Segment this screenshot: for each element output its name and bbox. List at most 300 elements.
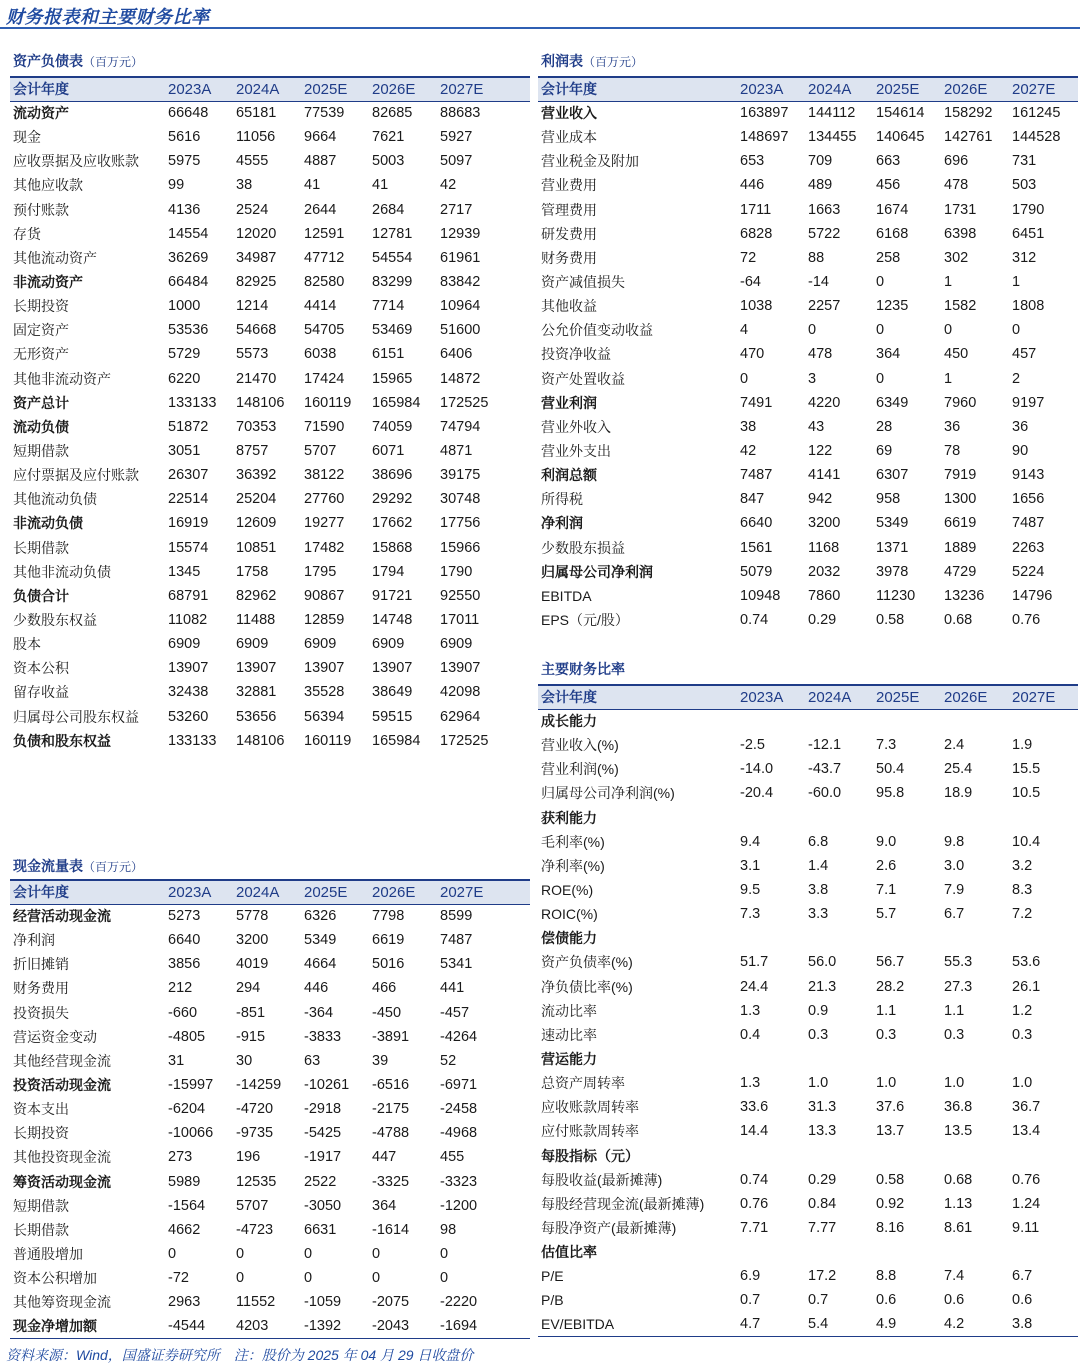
value-cell: 3.8 [808, 882, 829, 899]
value-cell: 165984 [372, 732, 421, 749]
value-cell: -1614 [372, 1221, 410, 1238]
value-cell: 9.11 [1012, 1220, 1040, 1237]
value-cell: 2524 [236, 201, 269, 218]
row-label: 营运能力 [541, 1051, 597, 1068]
table-row [538, 415, 1078, 439]
table-row [10, 952, 530, 976]
table-row [10, 584, 530, 608]
table-row [10, 1170, 530, 1194]
value-cell: 696 [944, 153, 969, 170]
value-cell: 50.4 [876, 761, 905, 778]
value-cell: 0 [808, 322, 817, 339]
table-row [10, 705, 530, 729]
value-cell: 13.5 [944, 1123, 973, 1140]
value-cell: -5425 [304, 1125, 342, 1142]
value-cell: 1.0 [944, 1075, 965, 1092]
value-cell: 0 [1012, 322, 1021, 339]
value-cell: 1371 [876, 539, 909, 556]
value-cell: 3.8 [1012, 1316, 1033, 1333]
value-cell: 5722 [808, 225, 841, 242]
value-cell: -14.0 [740, 761, 774, 778]
table-row [10, 391, 530, 415]
row-label: 流动资产 [13, 105, 69, 122]
value-cell: 38122 [304, 467, 345, 484]
row-label: 资本支出 [13, 1101, 69, 1118]
value-cell: 6220 [168, 370, 201, 387]
value-cell: -1564 [168, 1197, 206, 1214]
row-label: 非流动资产 [13, 274, 83, 291]
table-row [538, 975, 1078, 999]
row-label: 其他流动负债 [13, 491, 97, 508]
value-cell: 942 [808, 491, 833, 508]
value-cell: 1790 [440, 563, 473, 580]
value-cell: 148697 [740, 129, 789, 146]
value-cell: -20.4 [740, 785, 774, 802]
table-row [538, 878, 1078, 902]
value-cell: 1300 [944, 491, 977, 508]
value-cell: 1.3 [740, 1002, 761, 1019]
value-cell: 47712 [304, 249, 345, 266]
table-row [538, 733, 1078, 757]
value-cell: 13.3 [808, 1123, 837, 1140]
value-cell: 12591 [304, 225, 345, 242]
value-cell: 6640 [168, 932, 201, 949]
value-cell: 7491 [740, 394, 773, 411]
row-label: 预付账款 [13, 201, 69, 218]
value-cell: 4.7 [740, 1316, 761, 1333]
value-cell: 61961 [440, 249, 481, 266]
value-cell: -15997 [168, 1077, 214, 1094]
value-cell: 160119 [304, 394, 352, 411]
row-label: 长期借款 [13, 1221, 69, 1238]
value-cell [740, 1047, 808, 1071]
value-cell: 53536 [168, 322, 209, 339]
value-cell: 450 [944, 346, 969, 363]
value-cell: 95.8 [876, 785, 905, 802]
value-cell: 0.9 [808, 1002, 829, 1019]
table-row [538, 391, 1078, 415]
value-cell: -60.0 [808, 785, 842, 802]
value-cell: 0 [876, 274, 885, 291]
value-cell: 5729 [168, 346, 201, 363]
income-statement-title [538, 50, 1078, 72]
value-cell: 54705 [304, 322, 345, 339]
table-row [10, 656, 530, 680]
header-year: 2027E [440, 80, 484, 98]
value-cell: 15574 [168, 539, 209, 556]
value-cell: 2032 [808, 563, 841, 580]
row-label: ROE(%) [541, 882, 594, 899]
header-row [10, 880, 530, 904]
row-label: 流动负债 [13, 418, 69, 435]
row-label: 无形资产 [13, 346, 69, 363]
value-cell: 15966 [440, 539, 481, 556]
row-label: 营业成本 [541, 129, 597, 146]
table-row [10, 1049, 530, 1073]
value-cell [876, 709, 944, 733]
income-statement-section [538, 50, 1078, 632]
table-row [538, 270, 1078, 294]
table-row [538, 757, 1078, 781]
value-cell: 7621 [372, 129, 405, 146]
value-cell: -10261 [304, 1077, 350, 1094]
value-cell: 13907 [168, 660, 209, 677]
row-label: EV/EBITDA [541, 1316, 615, 1333]
value-cell: 0.7 [740, 1292, 761, 1309]
value-cell: 0.68 [944, 1171, 973, 1188]
value-cell: -2.5 [740, 737, 765, 754]
value-cell: 29292 [372, 491, 413, 508]
value-cell: -364 [304, 1004, 334, 1021]
table-row [10, 560, 530, 584]
section-row [538, 709, 1078, 733]
value-cell: -3050 [304, 1197, 342, 1214]
row-label: 净利润 [13, 932, 55, 949]
value-cell: 7.9 [944, 882, 965, 899]
table-row [10, 1290, 530, 1314]
value-cell: 99 [168, 177, 185, 194]
table-row [10, 632, 530, 656]
table-row [10, 608, 530, 632]
value-cell: 82925 [236, 274, 277, 291]
row-label: 净利润 [541, 515, 583, 532]
value-cell: 22514 [168, 491, 209, 508]
row-label: 普通股增加 [13, 1246, 83, 1263]
value-cell: 6168 [876, 225, 909, 242]
value-cell: 10948 [740, 587, 781, 604]
table-row [538, 902, 1078, 926]
title-divider [0, 27, 1080, 29]
row-label: 应付账款周转率 [541, 1123, 639, 1140]
value-cell: 90867 [304, 587, 345, 604]
value-cell: 0.74 [740, 612, 769, 629]
value-cell: 26307 [168, 467, 209, 484]
value-cell: 5573 [236, 346, 269, 363]
table-row [10, 1242, 530, 1266]
value-cell: 3200 [236, 932, 269, 949]
value-cell: 0 [168, 1246, 177, 1263]
value-cell: 3200 [808, 515, 841, 532]
value-cell: 4.2 [944, 1316, 965, 1333]
row-label: 总资产周转率 [541, 1075, 625, 1092]
row-label: 营业收入(%) [541, 737, 619, 754]
value-cell: 5.7 [876, 906, 897, 923]
value-cell: 273 [168, 1149, 193, 1166]
row-label: 存货 [13, 225, 41, 242]
value-cell: 54554 [372, 249, 413, 266]
value-cell: -2458 [440, 1101, 478, 1118]
value-cell: 19277 [304, 515, 345, 532]
value-cell: 8.61 [944, 1220, 973, 1237]
value-cell: -915 [236, 1028, 266, 1045]
value-cell: 4871 [440, 443, 473, 460]
value-cell: 5341 [440, 956, 473, 973]
value-cell: 74059 [372, 418, 413, 435]
value-cell: 3.1 [740, 857, 761, 874]
value-cell: 122 [808, 443, 833, 460]
value-cell: 14872 [440, 370, 481, 387]
value-cell: 0.7 [808, 1292, 829, 1309]
value-cell: 6.9 [740, 1268, 761, 1285]
value-cell: 7.4 [944, 1268, 965, 1285]
row-label: EPS（元/股） [541, 612, 629, 629]
value-cell: 148106 [236, 394, 285, 411]
table-row [538, 999, 1078, 1023]
value-cell: 5349 [876, 515, 909, 532]
value-cell: 0.84 [808, 1195, 837, 1212]
value-cell: -64 [740, 274, 761, 291]
value-cell: 7.2 [1012, 906, 1033, 923]
value-cell: 731 [1012, 153, 1037, 170]
row-label: 股本 [13, 636, 41, 653]
value-cell: 27760 [304, 491, 345, 508]
value-cell: 6326 [304, 908, 337, 925]
value-cell: 6349 [876, 394, 909, 411]
value-cell: 2644 [304, 201, 337, 218]
value-cell: 958 [876, 491, 901, 508]
value-cell: 9.5 [740, 882, 761, 899]
value-cell: -4544 [168, 1318, 206, 1335]
table-row [538, 318, 1078, 342]
row-label: 资产负债率(%) [541, 954, 633, 971]
value-cell: 65181 [236, 105, 277, 122]
value-cell: 2257 [808, 298, 841, 315]
row-label: 经营活动现金流 [13, 908, 111, 925]
value-cell: 15.5 [1012, 761, 1041, 778]
row-label: 估值比率 [541, 1244, 597, 1261]
table-row [10, 1194, 530, 1218]
value-cell: 8.8 [876, 1268, 897, 1285]
value-cell: 66484 [168, 274, 209, 291]
income-statement-title-text: 利润表 [541, 53, 583, 69]
value-cell: 83842 [440, 274, 481, 291]
row-label: 研发费用 [541, 225, 597, 242]
value-cell: -3891 [372, 1028, 410, 1045]
value-cell: 1663 [808, 201, 841, 218]
table-row [538, 439, 1078, 463]
value-cell: 1.0 [876, 1075, 897, 1092]
value-cell: 26.1 [1012, 978, 1041, 995]
value-cell: 13236 [944, 587, 985, 604]
value-cell: 470 [740, 346, 765, 363]
value-cell: 32438 [168, 684, 209, 701]
table-row [538, 1216, 1078, 1240]
cash-flow-section [10, 855, 530, 1339]
value-cell: 1.13 [944, 1195, 973, 1212]
value-cell: 0.76 [1012, 612, 1041, 629]
value-cell: 13907 [304, 660, 345, 677]
value-cell: 2717 [440, 201, 473, 218]
value-cell: 69 [876, 443, 893, 460]
table-row [538, 125, 1078, 149]
value-cell: -1392 [304, 1318, 342, 1335]
value-cell: 72 [740, 249, 757, 266]
section-row [538, 1144, 1078, 1168]
value-cell: 6.7 [1012, 1268, 1033, 1285]
value-cell [876, 806, 944, 830]
table-row [10, 1001, 530, 1025]
value-cell: 66648 [168, 105, 209, 122]
value-cell: 36.7 [1012, 1099, 1041, 1116]
value-cell: 3051 [168, 443, 201, 460]
value-cell: 4 [740, 322, 749, 339]
value-cell: 88 [808, 249, 825, 266]
value-cell: 5975 [168, 153, 201, 170]
value-cell: 21.3 [808, 978, 837, 995]
value-cell: 6619 [944, 515, 977, 532]
value-cell [740, 926, 808, 950]
row-label: 归属母公司净利润(%) [541, 785, 675, 802]
value-cell: 1.2 [1012, 1002, 1033, 1019]
row-label: 现金 [13, 129, 41, 146]
value-cell: 9.4 [740, 833, 761, 850]
value-cell: 6151 [372, 346, 405, 363]
value-cell: 36.8 [944, 1099, 973, 1116]
value-cell: -2175 [372, 1101, 410, 1118]
table-row [538, 854, 1078, 878]
value-cell: 13907 [440, 660, 481, 677]
value-cell: 1214 [236, 298, 269, 315]
value-cell: -14 [808, 274, 829, 291]
table-row [538, 487, 1078, 511]
row-label: 每股净资产(最新摊薄) [541, 1220, 677, 1237]
value-cell: 6828 [740, 225, 773, 242]
value-cell: 6909 [372, 636, 405, 653]
value-cell: 7919 [944, 467, 977, 484]
value-cell: 9.0 [876, 833, 897, 850]
value-cell [876, 1047, 944, 1071]
value-cell: 1000 [168, 298, 201, 315]
row-label: 净负债比率(%) [541, 978, 633, 995]
value-cell: 17482 [304, 539, 345, 556]
section-row [538, 1240, 1078, 1264]
header-year: 2026E [944, 688, 988, 706]
balance-sheet-title-text: 资产负债表 [13, 53, 83, 69]
value-cell: 6909 [236, 636, 269, 653]
value-cell: 144528 [1012, 129, 1061, 146]
value-cell: 42 [740, 443, 757, 460]
value-cell: 5079 [740, 563, 773, 580]
value-cell: 17756 [440, 515, 481, 532]
value-cell: 11552 [236, 1294, 276, 1311]
value-cell: 71590 [304, 418, 345, 435]
header-row [538, 685, 1078, 709]
table-row [538, 608, 1078, 632]
row-label: 少数股东权益 [13, 612, 97, 629]
row-label: 成长能力 [541, 713, 597, 730]
table-row [10, 1266, 530, 1290]
value-cell: 38649 [372, 684, 413, 701]
table-row [538, 1119, 1078, 1143]
value-cell: 52 [440, 1052, 457, 1069]
value-cell: 53.6 [1012, 954, 1041, 971]
value-cell: 32881 [236, 684, 277, 701]
value-cell [1012, 1144, 1078, 1168]
value-cell: 6398 [944, 225, 977, 242]
value-cell: 1 [1012, 274, 1021, 291]
value-cell: 2.6 [876, 857, 897, 874]
table-row [10, 101, 530, 125]
table-row [538, 1313, 1078, 1337]
row-label: 速动比率 [541, 1026, 597, 1043]
value-cell: 7860 [808, 587, 841, 604]
ratios-table [538, 684, 1078, 1337]
value-cell: 1794 [372, 563, 405, 580]
table-row [10, 729, 530, 753]
table-row [538, 511, 1078, 535]
value-cell: 7.71 [740, 1220, 769, 1237]
value-cell: 33.6 [740, 1099, 769, 1116]
table-row [538, 342, 1078, 366]
value-cell: 1790 [1012, 201, 1045, 218]
value-cell: 14554 [168, 225, 209, 242]
row-label: ROIC(%) [541, 906, 598, 923]
value-cell: 13907 [236, 660, 277, 677]
table-row [10, 342, 530, 366]
value-cell: 6406 [440, 346, 473, 363]
value-cell: 10.4 [1012, 833, 1041, 850]
row-label: 投资损失 [13, 1004, 69, 1021]
value-cell: 39175 [440, 467, 481, 484]
value-cell: 7798 [372, 908, 405, 925]
value-cell: 5616 [168, 129, 201, 146]
ratios-section [538, 658, 1078, 1337]
row-label: 营业费用 [541, 177, 597, 194]
value-cell: 38 [740, 418, 757, 435]
value-cell: 82580 [304, 274, 345, 291]
value-cell: -72 [168, 1270, 189, 1287]
value-cell: 0.6 [1012, 1292, 1033, 1309]
table-row [538, 830, 1078, 854]
header-year: 2024A [808, 80, 852, 98]
value-cell: 5707 [304, 443, 337, 460]
row-label: 营运资金变动 [13, 1028, 97, 1045]
value-cell: 148106 [236, 732, 285, 749]
value-cell: 6451 [1012, 225, 1045, 242]
row-label: 筹资活动现金流 [13, 1173, 111, 1190]
value-cell: 0.6 [876, 1292, 897, 1309]
value-cell: 38696 [372, 467, 413, 484]
table-row [10, 439, 530, 463]
value-cell [808, 926, 876, 950]
value-cell: -851 [236, 1004, 266, 1021]
value-cell: 17.2 [808, 1268, 837, 1285]
value-cell: 1345 [168, 563, 201, 580]
value-cell: 5989 [168, 1173, 201, 1190]
value-cell: 302 [944, 249, 969, 266]
income-statement-unit: （百万元） [583, 55, 644, 69]
balance-sheet-table [10, 76, 530, 753]
table-row [10, 173, 530, 197]
value-cell: 161245 [1012, 105, 1061, 122]
table-row [10, 222, 530, 246]
value-cell: -10066 [168, 1125, 214, 1142]
value-cell: 1168 [808, 539, 840, 556]
header-year: 2025E [876, 688, 920, 706]
value-cell: 134455 [808, 129, 857, 146]
value-cell: 663 [876, 153, 901, 170]
value-cell: 0 [304, 1246, 313, 1263]
value-cell: -2043 [372, 1318, 410, 1335]
value-cell: 82962 [236, 587, 277, 604]
value-cell: 503 [1012, 177, 1037, 194]
value-cell: 455 [440, 1149, 465, 1166]
value-cell: -4264 [440, 1028, 478, 1045]
value-cell: 172525 [440, 732, 489, 749]
table-row [10, 511, 530, 535]
table-row [538, 294, 1078, 318]
table-row [538, 1071, 1078, 1095]
